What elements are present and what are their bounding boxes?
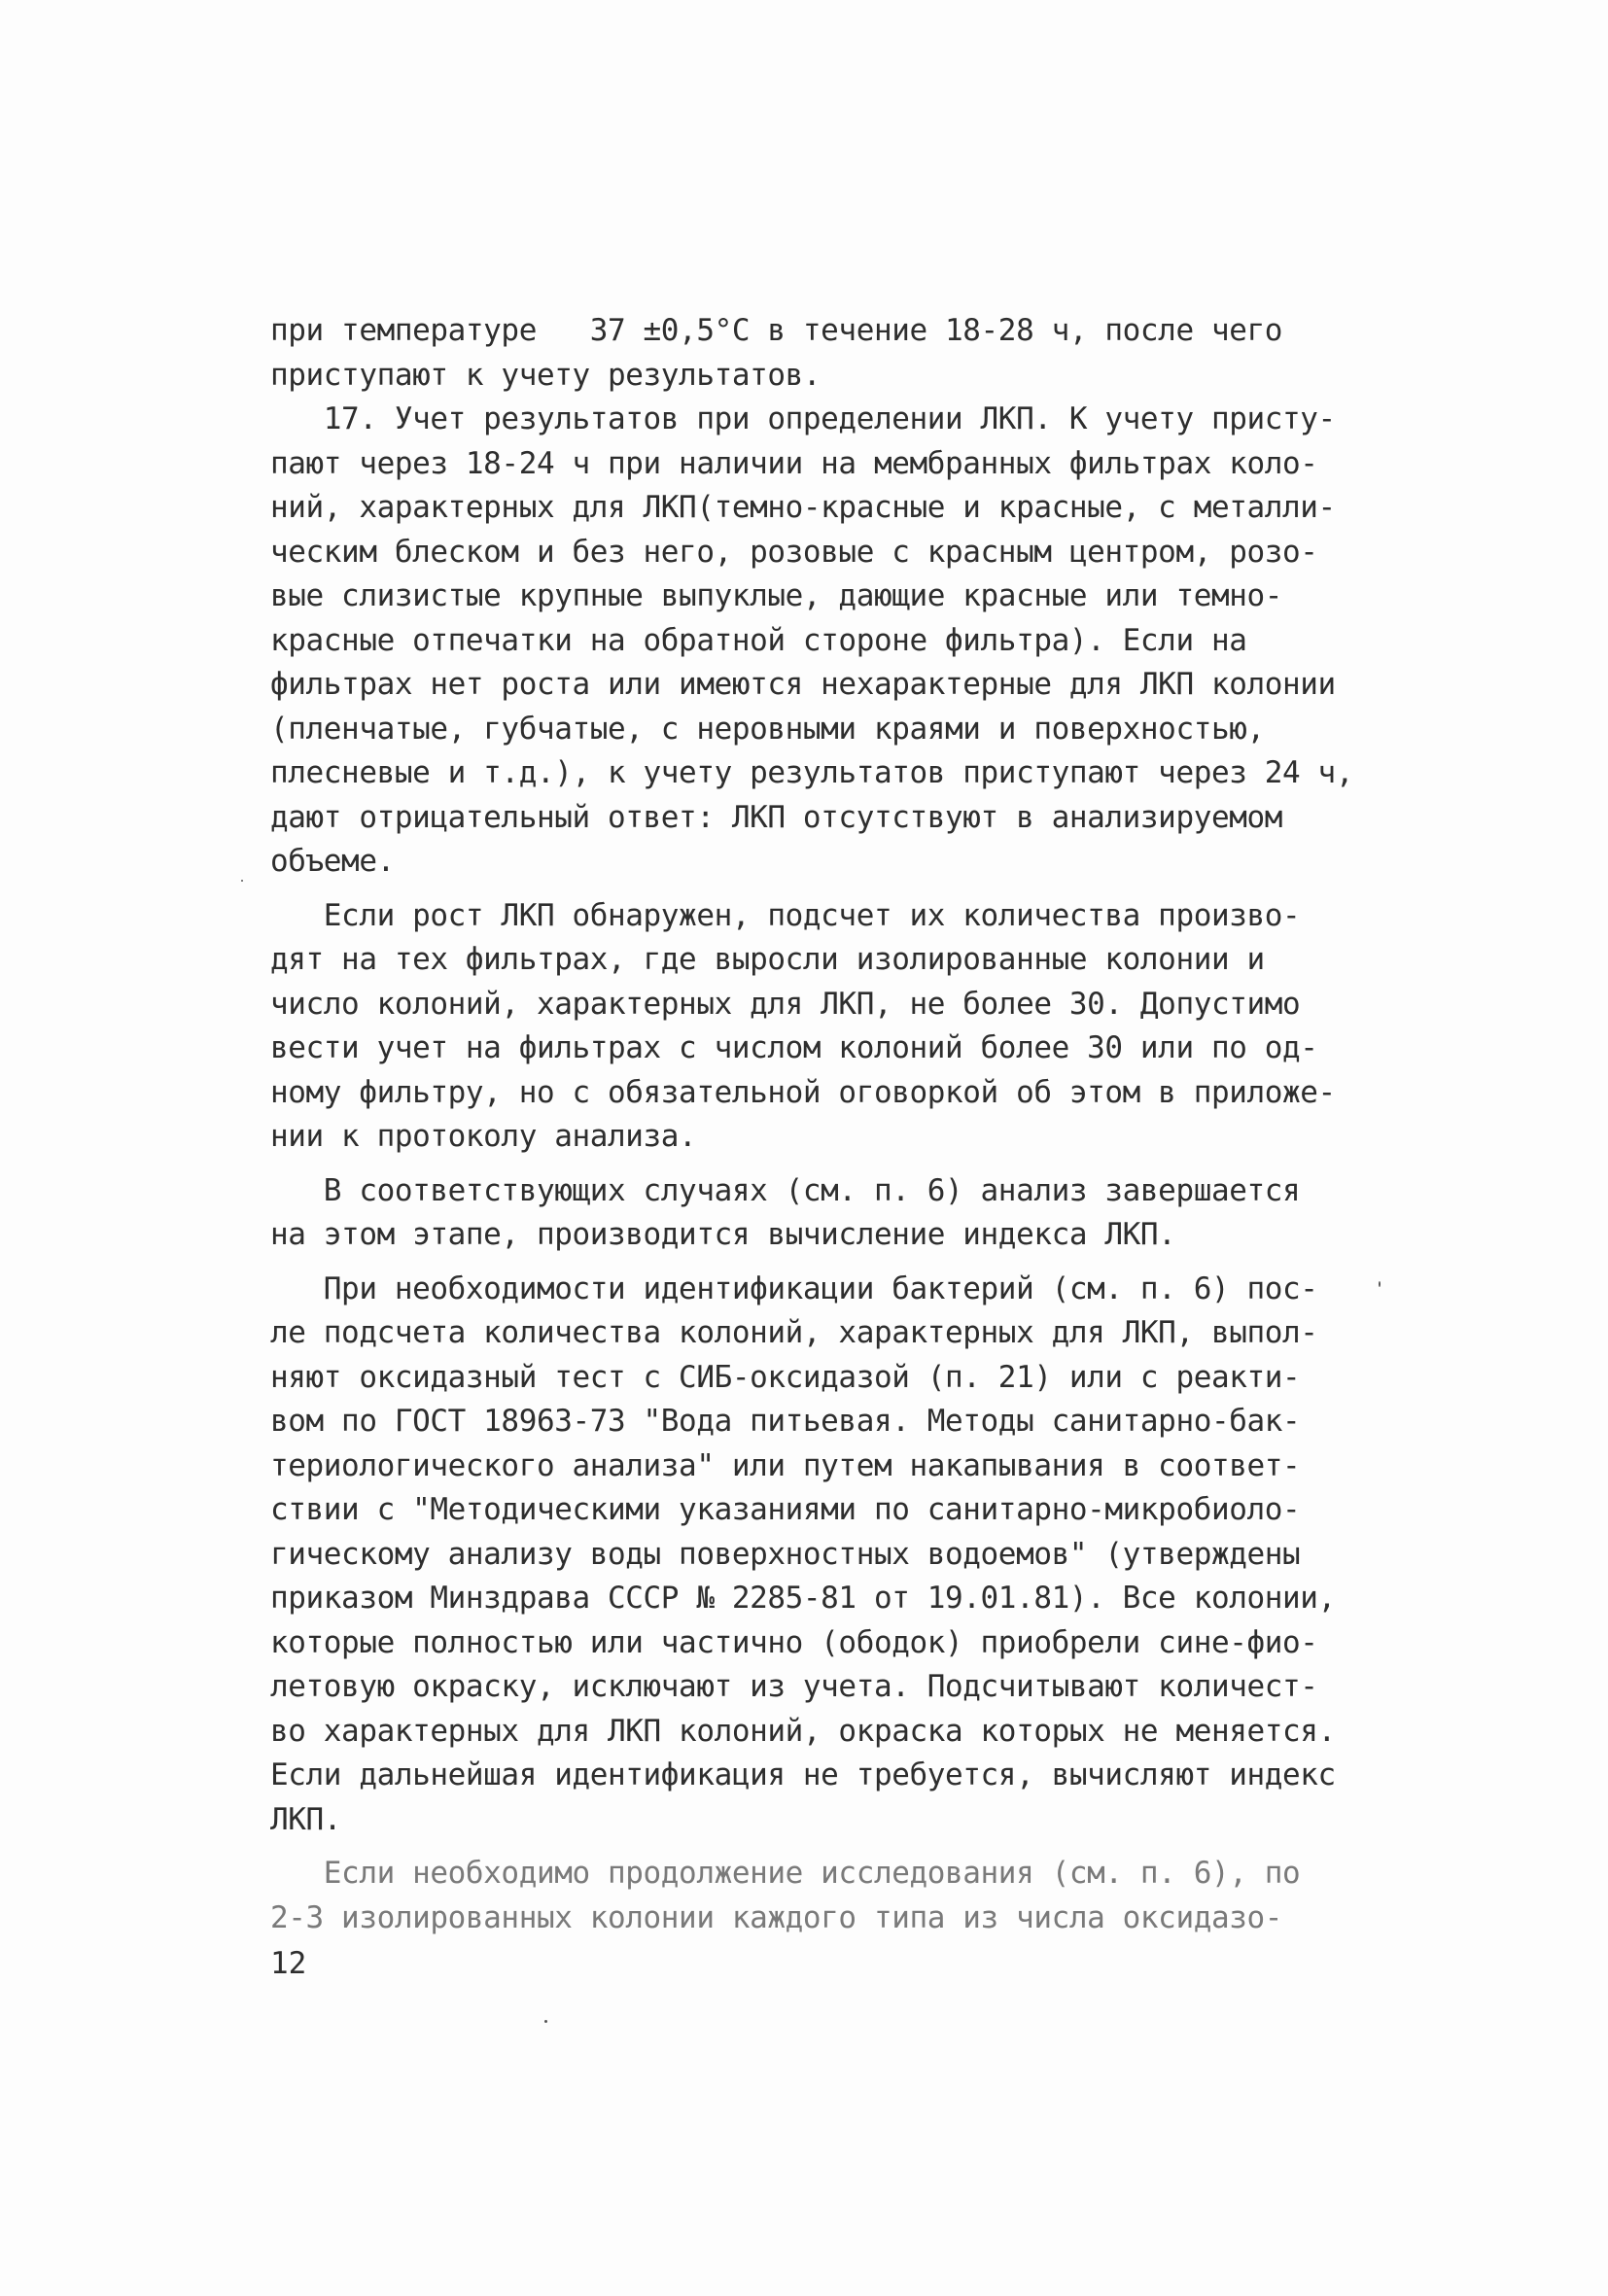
text-line: объеме. — [270, 844, 395, 879]
text-line: В соответствующих случаях (см. п. 6) анализ завершается — [270, 1172, 1301, 1208]
text-line: териологического анализа" или путем накапывания в соответ- — [270, 1447, 1301, 1483]
text-line: красные отпечатки на обратной стороне фильтра). Если на — [270, 622, 1247, 658]
text-line: няют оксидазный тест с СИБ-оксидазой (п. 21) или с реакти- — [270, 1359, 1301, 1395]
text-line: вести учет на фильтрах с числом колоний более 30 или по од- — [270, 1030, 1318, 1065]
text-line: ствии с "Методическими указаниями по санитарно-микробиоло- — [270, 1492, 1301, 1527]
paragraph-incubation — [270, 309, 1417, 398]
text-line: число колоний, характерных для ЛКП, не более 30. Допустимо — [270, 986, 1301, 1022]
paragraph-section-17 — [270, 398, 1417, 885]
text-line: При необходимости идентификации бактерий (см. п. 6) пос- — [270, 1270, 1318, 1306]
scan-speck — [544, 2020, 547, 2023]
text-line: ческим блеском и без него, розовые с красным центром, розо- — [270, 534, 1318, 570]
text-line: вом по ГОСТ 18963-73 "Вода питьевая. Методы санитарно-бак- — [270, 1404, 1301, 1439]
text-line: Если необходимо продолжение исследования (см. п. 6), по — [270, 1856, 1301, 1891]
paragraph-counting — [270, 894, 1417, 1160]
text-line: летовую окраску, исключают из учета. Подсчитывают количест- — [270, 1669, 1318, 1704]
text-line: (пленчатые, губчатые, с неровными краями и поверхностью, — [270, 711, 1265, 747]
text-line: ле подсчета количества колоний, характерных для ЛКП, выпол- — [270, 1315, 1318, 1350]
text-line: Если дальнейшая идентификация не требуется, вычисляют индекс — [270, 1757, 1336, 1792]
scan-speck — [241, 880, 243, 882]
body-text — [270, 309, 1417, 1940]
text-line: при температуре 37 ±0,5°С в течение 18-28 ч, после чего — [270, 313, 1283, 348]
text-line: ному фильтру, но с обязательной оговоркой об этом в приложе- — [270, 1074, 1336, 1110]
text-line: 2-3 изолированных колонии каждого типа из числа оксидазо- — [270, 1899, 1283, 1935]
text-line: на этом этапе, производится вычисление индекса ЛКП. — [270, 1217, 1176, 1252]
text-line: вые слизистые крупные выпуклые, дающие красные или темно- — [270, 578, 1283, 613]
text-line: 17. Учет результатов при определении ЛКП. К учету присту- — [270, 401, 1336, 436]
paragraph-completion — [270, 1169, 1417, 1258]
paragraph-continuation — [270, 1852, 1417, 1940]
text-line: плесневые и т.д.), к учету результатов приступают через 24 ч, — [270, 755, 1354, 790]
text-line: нии к протоколу анализа. — [270, 1119, 697, 1154]
page-number: 12 — [270, 1946, 307, 1981]
text-line: дают отрицательный ответ: ЛКП отсутствуют в анализируемом — [270, 799, 1283, 835]
text-line: во характерных для ЛКП колоний, окраска которых не меняется. — [270, 1713, 1336, 1749]
text-line: ЛКП. — [270, 1801, 342, 1837]
text-line: Если рост ЛКП обнаружен, подсчет их количества произво- — [270, 897, 1301, 933]
paragraph-identification — [270, 1268, 1417, 1843]
text-line: приказом Минздрава СССР № 2285-81 от 19.01.81). Все колонии, — [270, 1581, 1336, 1616]
text-line: приступают к учету результатов. — [270, 357, 821, 393]
text-line: ний, характерных для ЛКП(темно-красные и красные, с металли- — [270, 490, 1336, 525]
text-line: гическому анализу воды поверхностных водоемов" (утверждены — [270, 1536, 1301, 1572]
text-line: фильтрах нет роста или имеются нехарактерные для ЛКП колонии — [270, 667, 1336, 702]
scan-speck — [1379, 1281, 1381, 1287]
text-line: пают через 18-24 ч при наличии на мембранных фильтрах коло- — [270, 445, 1318, 481]
text-line: дят на тех фильтрах, где выросли изолированные колонии и — [270, 942, 1265, 977]
text-line: которые полностью или частично (ободок) приобрели сине-фио- — [270, 1624, 1318, 1660]
